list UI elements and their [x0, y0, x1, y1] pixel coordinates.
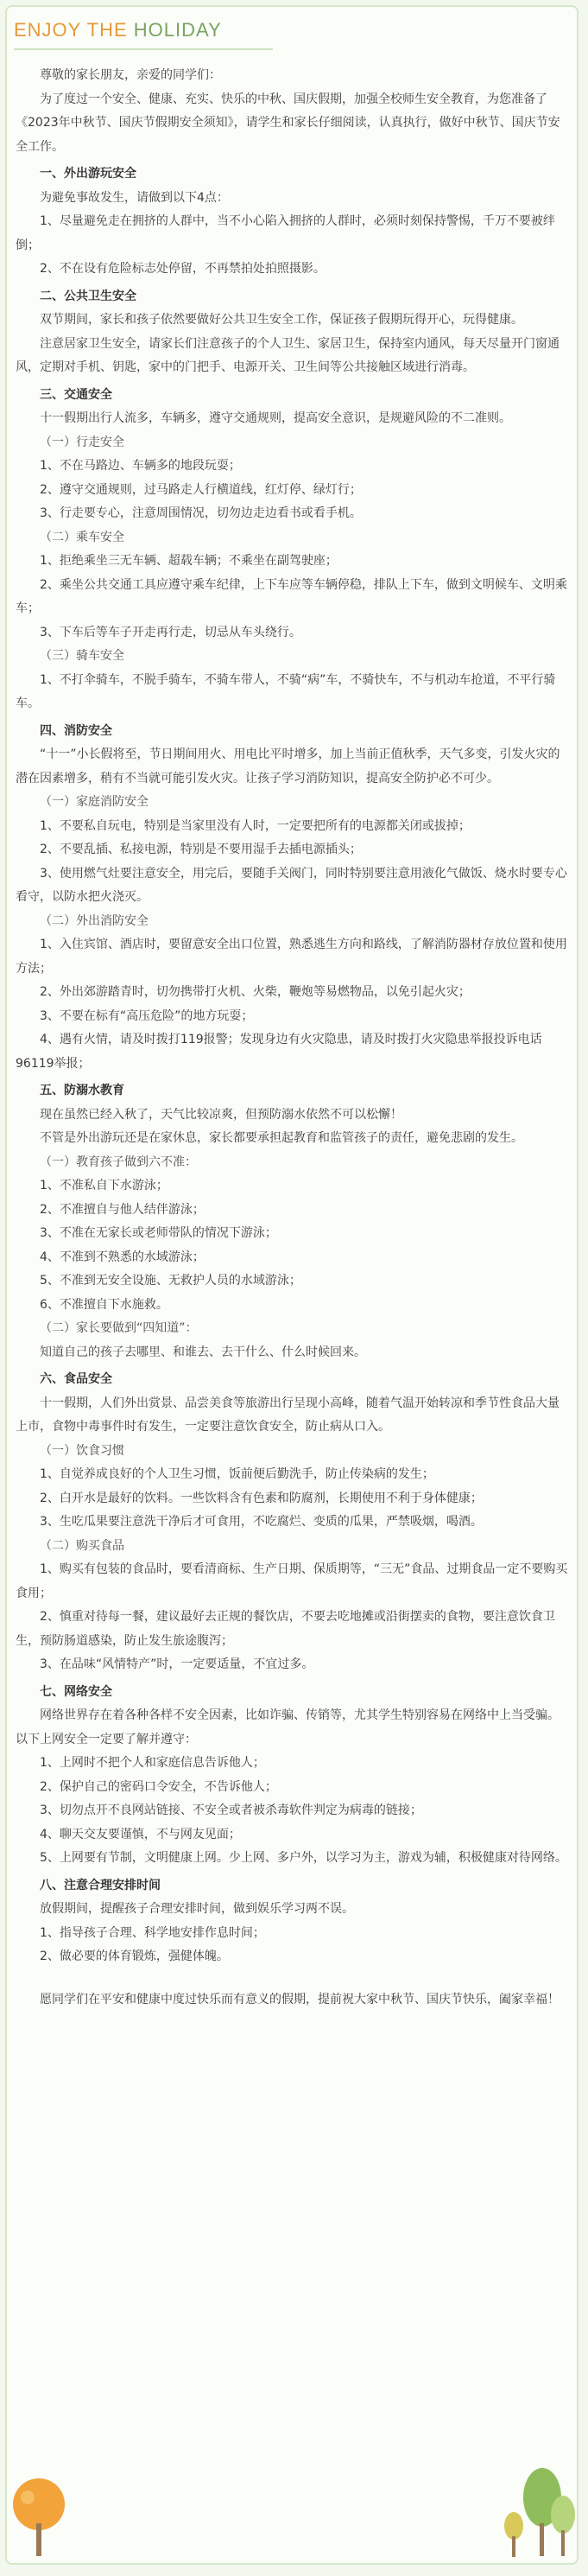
spacer	[16, 1969, 568, 1988]
paragraph: 3、行走要专心，注意周围情况，切勿边走边看书或看手机。	[40, 506, 362, 520]
section-heading: 八、注意合理安排时间	[40, 1878, 161, 1892]
paragraph: 3、下车后等车子开走再行走，切忌从车头绕行。	[40, 625, 301, 639]
header-word-holiday: HOLIDAY	[133, 19, 222, 41]
section-heading: 二、公共卫生安全	[40, 289, 136, 303]
paragraph: 2、遵守交通规则，过马路走人行横道线，红灯停、绿灯行；	[40, 482, 362, 497]
paragraph: 为避免事故发生，请做到以下4点：	[40, 190, 229, 205]
paragraph: 知道自己的孩子去哪里、和谁去、去干什么、什么时候回来。	[40, 1345, 366, 1359]
subsection-heading: （二）购买食品	[40, 1538, 124, 1553]
paragraph: 2、保护自己的密码口令安全，不告诉他人；	[40, 1779, 277, 1794]
paragraph: 不管是外出游玩还是在家休息，家长都要承担起教育和监管孩子的责任，避免悲剧的发生。	[40, 1131, 523, 1145]
green-tree-icon	[518, 2463, 579, 2558]
paragraph: 尊敬的家长朋友，亲爱的同学们：	[40, 68, 221, 82]
paragraph: 双节期间，家长和孩子依然要做好公共卫生安全工作，保证孩子假期玩得开心，玩得健康。	[40, 313, 523, 327]
subsection-heading: （一）行走安全	[40, 435, 124, 449]
paragraph: 1、不在马路边、车辆多的地段玩耍；	[40, 459, 241, 473]
subsection-heading: （一）教育孩子做到六不准：	[40, 1154, 197, 1169]
paragraph: 5、上网要有节制，文明健康上网。少上网、多户外，以学习为主，游戏为辅，积极健康对待网络。	[40, 1851, 567, 1865]
paragraph: 1、指导孩子合理、科学地安排作息时间；	[40, 1925, 265, 1940]
orange-tree-icon	[9, 2471, 69, 2558]
paragraph: 网络世界存在着各种各样不安全因素，比如诈骗、传销等，尤其学生特别容易在网络中上当受骗。以下上网安全一定要了解并遵守：	[16, 1708, 560, 1746]
paragraph: 愿同学们在平安和健康中度过快乐而有意义的假期，提前祝大家中秋节、国庆节快乐，阖家幸福！	[40, 1992, 560, 2007]
paragraph: “十一”小长假将至，节日期间用火、用电比平时增多，加上当前正值秋季，天气多变，引发火灾的潜在因素增多，稍有不当就可能引发火灾。让孩子学习消防知识，提高安全防护必不可少。	[16, 747, 560, 786]
paragraph: 现在虽然已经入秋了，天气比较凉爽，但预防溺水依然不可以松懈！	[40, 1107, 402, 1122]
subsection-heading: （三）骑车安全	[40, 649, 124, 663]
paragraph: 1、不打伞骑车，不脱手骑车，不骑车带人，不骑“病”车，不骑快车，不与机动车抢道，不平行骑车。	[16, 672, 556, 710]
subsection-heading: （二）外出消防安全	[40, 913, 149, 928]
paragraph: 1、不要私自玩电，特别是当家里没有人时，一定要把所有的电源都关闭或拔掉；	[40, 818, 471, 833]
paragraph: 2、不准擅自与他人结伴游泳；	[40, 1202, 205, 1217]
paragraph: 3、在品味“风情特产”时，一定要适量，不宜过多。	[40, 1657, 314, 1671]
section-heading: 七、网络安全	[40, 1684, 112, 1699]
paragraph: 4、聊天交友要谨慎，不与网友见面；	[40, 1827, 241, 1841]
paragraph: 3、使用燃气灶要注意安全，用完后，要随手关阀门，同时特别要注意用液化气做饭、烧水时要专心看守，以防水把火浇灭。	[16, 866, 567, 904]
paragraph: 3、生吃瓜果要注意洗干净后才可食用，不吃腐烂、变质的瓜果，严禁吸烟，喝酒。	[40, 1515, 483, 1529]
paragraph: 十一假期，人们外出赏景、品尝美食等旅游出行呈现小高峰，随着气温开始转凉和季节性食品大量上市，食物中毒事件时有发生，一定要注意饮食安全，防止病从口入。	[16, 1396, 560, 1434]
paragraph: 2、不在设有危险标志处停留，不再禁拍处拍照摄影。	[40, 262, 326, 276]
paragraph: 放假期间，提醒孩子合理安排时间，做到娱乐学习两不误。	[40, 1902, 354, 1916]
paragraph: 1、入住宾馆、酒店时，要留意安全出口位置，熟悉逃生方向和路线，了解消防器材存放位置和使用方法；	[16, 938, 567, 976]
page-header	[14, 19, 222, 41]
paragraph: 2、乘坐公共交通工具应遵守乘车纪律，上下车应等车辆停稳，排队上下车，做到文明候车、文明乘车；	[16, 577, 567, 615]
paragraph: 5、不准到无安全设施、无救护人员的水域游泳；	[40, 1274, 301, 1288]
paragraph: 十一假期出行人流多，车辆多，遵守交通规则，提高安全意识，是规避风险的不二准则。	[40, 411, 511, 425]
paragraph: 1、上网时不把个人和家庭信息告诉他人；	[40, 1756, 265, 1770]
subsection-heading: （二）家长要做到“四知道”：	[40, 1321, 198, 1335]
header-divider	[14, 48, 273, 50]
paragraph: 1、自觉养成良好的个人卫生习惯，饭前便后勤洗手，防止传染病的发生；	[40, 1467, 434, 1481]
paragraph: 1、不准私自下水游泳；	[40, 1179, 168, 1193]
paragraph: 1、尽量避免走在拥挤的人群中，当不小心陷入拥挤的人群时，必须时刻保持警惕，千万不要被绊倒；	[16, 214, 555, 252]
section-heading: 三、交通安全	[40, 387, 112, 402]
subsection-heading: （一）家庭消防安全	[40, 795, 149, 809]
paragraph: 注意居家卫生安全，请家长们注意孩子的个人卫生、家居卫生，保持室内通风，每天尽量开门窗通风，定期对手机、钥匙，家中的门把手、电源开关、卫生间等公共接触区域进行消毒。	[16, 336, 560, 374]
paragraph: 4、不准到不熟悉的水域游泳；	[40, 1250, 205, 1264]
paragraph: 1、拒绝乘坐三无车辆、超载车辆；不乘坐在副驾驶座；	[40, 554, 338, 568]
paragraph: 3、不准在无家长或老师带队的情况下游泳；	[40, 1226, 277, 1240]
paragraph: 2、做必要的体育锻炼，强健体魄。	[40, 1949, 229, 1963]
notice-body	[16, 64, 568, 2012]
paragraph: 2、慎重对待每一餐，建议最好去正规的餐饮店，不要去吃地摊或沿街摆卖的食物，要注意饮食卫生，预防肠道感染，防止发生旅途腹泻；	[16, 1610, 555, 1648]
paragraph: 6、不准擅自下水施救。	[40, 1297, 168, 1312]
paragraph: 3、切勿点开不良网站链接、不安全或者被杀毒软件判定为病毒的链接；	[40, 1803, 422, 1817]
subsection-heading: （二）乘车安全	[40, 530, 124, 544]
paragraph: 为了度过一个安全、健康、充实、快乐的中秋、国庆假期，加强全校师生安全教育，为您准备了《2023年中秋节、国庆节假期安全须知》，请学生和家长仔细阅读，认真执行，做好中秋节、国庆节安全工作。	[16, 92, 560, 154]
paragraph: 3、不要在标有“高压危险”的地方玩耍；	[40, 1008, 254, 1023]
paragraph: 2、不要乱插、私接电源，特别是不要用湿手去插电源插头；	[40, 843, 362, 856]
paragraph: 2、外出郊游踏青时，切勿携带打火机、火柴，鞭炮等易燃物品，以免引起火灾；	[40, 985, 471, 999]
small-tree-icon	[501, 2510, 527, 2558]
header-word-enjoy: ENJOY	[14, 19, 81, 41]
paragraph: 1、购买有包装的食品时，要看清商标、生产日期、保质期等，“三无”食品、过期食品一定不要购买食用；	[16, 1562, 568, 1600]
paragraph: 2、白开水是最好的饮料。一些饮料含有色素和防腐剂，长期使用不利于身体健康；	[40, 1491, 483, 1505]
section-heading: 一、外出游玩安全	[40, 167, 136, 181]
section-heading: 四、消防安全	[40, 723, 112, 738]
section-heading: 六、食品安全	[40, 1372, 112, 1386]
paragraph: 4、遇有火情，请及时拨打119报警；发现身边有火灾隐患，请及时拨打火灾隐患举报投诉电话96119举报；	[16, 1033, 542, 1071]
section-heading: 五、防溺水教育	[40, 1084, 124, 1097]
subsection-heading: （一）饮食习惯	[40, 1443, 124, 1458]
header-word-the: THE	[86, 19, 128, 41]
